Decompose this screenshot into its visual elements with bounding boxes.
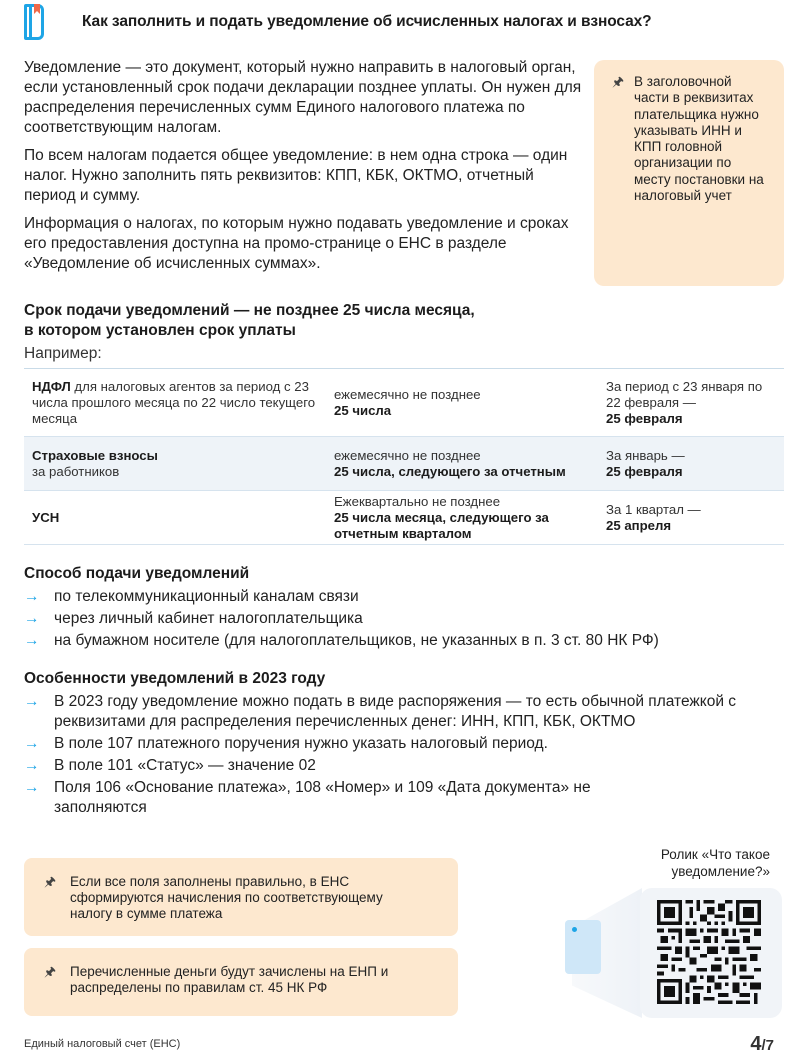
intro-text <box>24 58 584 282</box>
pushpin-icon: 🖈︎ <box>44 964 57 979</box>
list-item: → В поле 107 платежного поручения нужно указать налоговый период. <box>24 735 548 752</box>
arrow-right-icon: → <box>24 632 40 649</box>
arrow-right-icon: → <box>24 735 40 752</box>
features-title: Особенности уведомлений в 2023 году <box>24 670 326 687</box>
tax-cell: УСН <box>32 509 60 525</box>
page-title: Как заполнить и подать уведомление об исчисленных налогах и взносах? <box>82 13 652 30</box>
qr-code-icon[interactable] <box>651 900 767 1004</box>
deadline-table <box>24 368 784 545</box>
example-cell: За период с 23 января по 22 февраля — 25 февраля <box>606 378 763 426</box>
arrow-right-icon: → <box>24 588 40 605</box>
example-cell: За 1 квартал — 25 апреля <box>606 501 701 533</box>
example-label: Например: <box>24 345 102 362</box>
callout <box>24 948 458 1016</box>
deadline-title-line: Срок подачи уведомлений — не позднее 25 числа месяца, <box>24 302 475 319</box>
list-item: → на бумажном носителе (для налогоплательщиков, не указанных в п. 3 ст. 80 НК РФ) <box>24 632 659 649</box>
table-row <box>24 437 784 491</box>
callout-text: Если все поля заполнены правильно, в ЕНС сформируются начисления по соответствующему налогу в сумме платежа <box>70 874 383 921</box>
arrow-right-icon: → <box>24 610 40 627</box>
footer-text: Единый налоговый счет (ЕНС) <box>24 1038 181 1050</box>
list-item: → через личный кабинет налогоплательщика <box>24 610 363 627</box>
term-cell: ежемесячно не позднее 25 числа <box>334 386 481 418</box>
term-cell: ежемесячно не позднее 25 числа, следующего за отчетным <box>334 447 566 479</box>
tax-cell: Страховые взносы за работников <box>32 447 158 479</box>
deadline-title-line: в котором установлен срок уплаты <box>24 322 296 339</box>
book-bookmark-icon <box>24 4 44 40</box>
methods-list <box>24 587 784 653</box>
table-row <box>24 491 784 545</box>
arrow-right-icon: → <box>24 757 40 774</box>
arrow-right-icon: → <box>24 779 40 796</box>
methods-title: Способ подачи уведомлений <box>24 565 250 582</box>
callout <box>24 858 458 936</box>
arrow-right-icon: → <box>24 693 40 710</box>
phone-icon <box>565 920 601 974</box>
intro-paragraph: Уведомление — это документ, который нужно направить в налоговый орган, если установленный срок подачи декларации позднее уплаты. Он нужен для распределения перечисленных сумм Единого налогового платежа по соответствующим налогам. <box>24 59 582 136</box>
side-note <box>594 60 784 286</box>
callout-text: Перечисленные деньги будут зачислены на ЕНП и распределены по правилам ст. 45 НК РФ <box>70 964 389 995</box>
table-row <box>24 369 784 437</box>
tax-cell: НДФЛ для налоговых агентов за период с 23 числа прошлого месяца по 22 число текущего месяца <box>32 378 316 426</box>
pushpin-icon: 🖈︎ <box>612 74 625 89</box>
list-item: → В поле 101 «Статус» — значение 02 <box>24 757 316 774</box>
page-number: 4/7 <box>750 1033 774 1055</box>
list-item: → Поля 106 «Основание платежа», 108 «Номер» и 109 «Дата документа» не заполняются <box>24 779 591 816</box>
term-cell: Ежеквартально не позднее 25 числа месяца, следующего за отчетным кварталом <box>334 493 549 541</box>
pushpin-icon: 🖈︎ <box>44 874 57 889</box>
intro-paragraph: По всем налогам подается общее уведомление: в нем одна строка — один налог. Нужно заполнить пять реквизитов: КПП, КБК, ОКТМО, отчетный период и сумму. <box>24 147 568 204</box>
deadline-title <box>24 301 624 341</box>
features-list <box>24 692 744 820</box>
list-item: → по телекоммуникационный каналам связи <box>24 588 359 605</box>
example-cell: За январь — 25 февраля <box>606 447 685 479</box>
header <box>24 2 784 42</box>
video-caption: Ролик «Что такое уведомление?» <box>660 847 770 879</box>
list-item: → В 2023 году уведомление можно подать в виде распоряжения — то есть обычной платежкой с реквизитами для распределения перечисленных денег: ИНН, КПП, КБК, ОКТМО <box>24 693 737 730</box>
side-note-text: В заголовочной части в реквизитах плательщика нужно указывать ИНН и КПП головной организации по месту постановки на налоговый учет <box>634 74 764 204</box>
intro-paragraph: Информация о налогах, по которым нужно подавать уведомление и сроках его предоставления доступна на промо-странице о ЕНС в разделе «Уведомление об исчисленных суммах». <box>24 215 569 272</box>
